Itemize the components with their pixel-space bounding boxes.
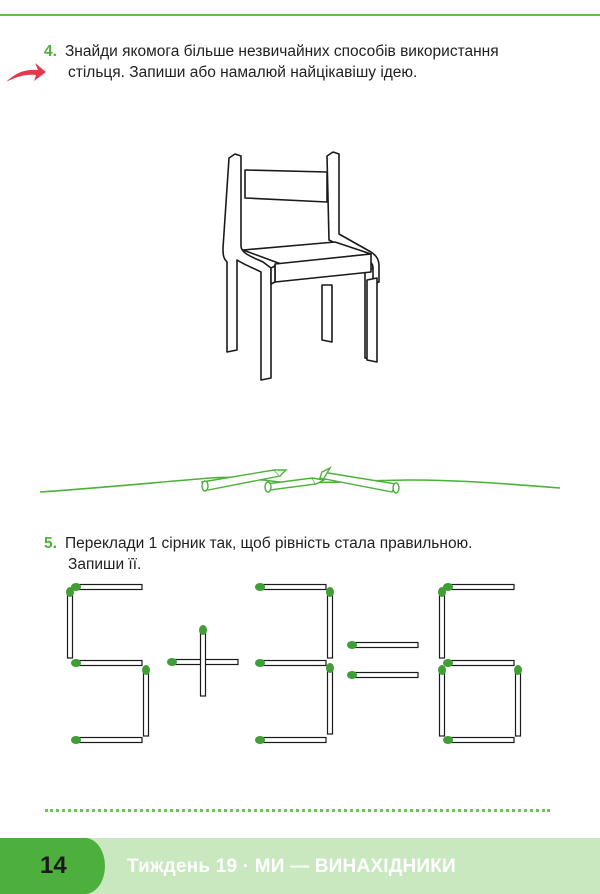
task-4-number: 4.	[44, 43, 57, 60]
task-5-number: 5.	[44, 535, 57, 552]
chair-illustration	[215, 150, 390, 382]
plus-sign-matches	[167, 625, 238, 696]
pencil-divider	[40, 458, 560, 502]
equals-sign-matches	[347, 641, 418, 679]
task-4	[44, 41, 574, 83]
task-4-text-line2: стільця. Запиши або намалюй найцікавішу ідею.	[68, 64, 418, 81]
digit-6-matches	[438, 583, 522, 744]
task-5-text-line2: Запиши її.	[68, 556, 142, 573]
header-rule	[0, 0, 600, 16]
page-number: 14	[40, 852, 67, 879]
answer-dotted-line[interactable]	[45, 809, 550, 812]
matchstick-equation	[60, 580, 530, 750]
task-4-text-line1: Знайди якомога більше незвичайних способів використання	[64, 43, 499, 60]
digit-3-matches	[255, 583, 334, 744]
task-5	[44, 533, 564, 575]
arrow-icon	[4, 60, 48, 86]
week-title: Тиждень 19 · МИ — ВИНАХІДНИКИ	[127, 856, 456, 877]
task-5-text-line1: Переклади 1 сірник так, щоб рівність стала правильною.	[64, 535, 473, 552]
digit-5-matches	[66, 583, 150, 744]
